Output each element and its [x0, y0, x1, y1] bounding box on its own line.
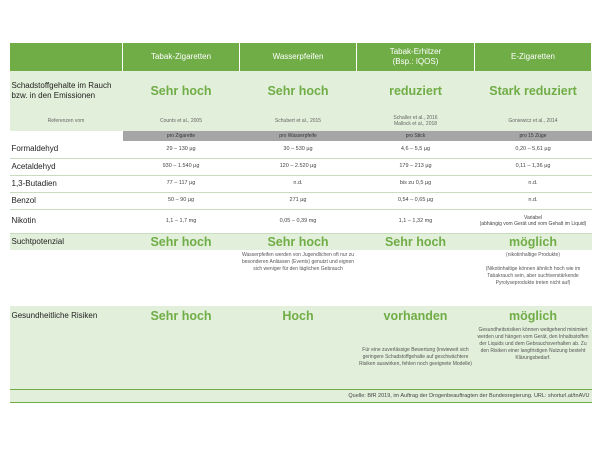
substance-value: 4,6 – 5,5 µg	[357, 141, 475, 158]
substance-label: 1,3-Butadien	[10, 175, 123, 192]
addiction-value: Sehr hoch	[240, 233, 357, 250]
substance-value: 30 – 530 µg	[240, 141, 357, 158]
risks-note	[123, 325, 240, 389]
substance-value: 77 – 117 µg	[123, 175, 240, 192]
source-ref: Schubert et al., 2015	[240, 111, 357, 131]
substance-value: 50 – 90 µg	[123, 192, 240, 209]
addiction-value: Sehr hoch	[357, 233, 475, 250]
risks-note: Gesundheitsrisiken können weitgehend minimiert werden und hängen vom Gerät, den Inhaltsstoffen der Liquids und dem Gebrauchsverhalten ab. Zu den Risiken einer langfristigen Nutzung besteht Klärungsbedarf.	[475, 325, 592, 389]
substance-value: 271 µg	[240, 192, 357, 209]
substance-value: 930 – 1.540 µg	[123, 158, 240, 175]
risks-note	[10, 325, 123, 389]
substance-value: 29 – 130 µg	[123, 141, 240, 158]
emissions-value: Sehr hoch	[123, 71, 240, 111]
substance-value: 1,1 – 1,32 mg	[357, 209, 475, 233]
source-ref: Schaller et al., 2016 Mallock et al., 2018	[357, 111, 475, 131]
substance-value: bis zu 0,5 µg	[357, 175, 475, 192]
substance-value: n.d.	[475, 192, 592, 209]
substance-value: 0,11 – 1,36 µg	[475, 158, 592, 175]
risks-value: möglich	[475, 306, 592, 325]
sources-label: Referenzen vom	[10, 111, 123, 131]
addiction-value: Sehr hoch	[123, 233, 240, 250]
emissions-value: reduziert	[357, 71, 475, 111]
addiction-note	[357, 250, 475, 306]
addiction-note	[123, 250, 240, 306]
unit-label: pro Stick	[357, 131, 475, 141]
risks-value: Hoch	[240, 306, 357, 325]
addiction-note: (nikotinhaltige Produkte) (Nikotinhaltige können ähnlich hoch wie im Tabakrauch sein, aber suchtverstärkende Pyrolyseprodukte treten nicht auf)	[475, 250, 592, 306]
substance-label: Formaldehyd	[10, 141, 123, 158]
addiction-note	[10, 250, 123, 306]
substance-value: 0,54 – 0,65 µg	[357, 192, 475, 209]
substance-value: n.d.	[475, 175, 592, 192]
risks-value: vorhanden	[357, 306, 475, 325]
header-e-cigarettes: E-Zigaretten	[475, 43, 592, 71]
substance-value: 0,05 – 0,39 mg	[240, 209, 357, 233]
addiction-label: Suchtpotenzial	[10, 233, 123, 250]
substance-value: 179 – 213 µg	[357, 158, 475, 175]
unit-label: pro Zigarette	[123, 131, 240, 141]
substance-value: Variabel (abhängig vom Gerät und vom Gehalt im Liquid)	[475, 209, 592, 233]
unit-label: pro 15 Züge	[475, 131, 592, 141]
unit-spacer	[10, 131, 123, 141]
emissions-value: Sehr hoch	[240, 71, 357, 111]
source-ref: Goniewicz et al., 2014	[475, 111, 592, 131]
substance-value: 0,20 – 5,61 µg	[475, 141, 592, 158]
substance-value: n.d.	[240, 175, 357, 192]
addiction-value: möglich	[475, 233, 592, 250]
footer-source: Quelle: BfR 2019, im Auftrag der Drogenbeauftragten der Bundesregierung. URL: shorturl.at/tnAVU	[10, 389, 592, 402]
risks-label: Gesundheitliche Risiken	[10, 306, 123, 325]
substance-label: Nikotin	[10, 209, 123, 233]
header-empty	[10, 43, 123, 71]
header-heated-tobacco: Tabak-Erhitzer (Bsp.: IQOS)	[357, 43, 475, 71]
substance-value: 120 – 2.520 µg	[240, 158, 357, 175]
addiction-note: Wasserpfeifen werden von Jugendlichen oft nur zu besonderen Anlässen (Events) genutzt und eignen sich weniger für den täglichen Gebrauch	[240, 250, 357, 306]
risks-note	[240, 325, 357, 389]
emissions-value: Stark reduziert	[475, 71, 592, 111]
unit-label: pro Wasserpfeife	[240, 131, 357, 141]
risks-value: Sehr hoch	[123, 306, 240, 325]
header-tobacco-cigarettes: Tabak-Zigaretten	[123, 43, 240, 71]
comparison-table	[9, 43, 591, 403]
header-waterpipes: Wasserpfeifen	[240, 43, 357, 71]
substance-label: Acetaldehyd	[10, 158, 123, 175]
substance-value: 1,1 – 1,7 mg	[123, 209, 240, 233]
source-ref: Counts et al., 2005	[123, 111, 240, 131]
substance-label: Benzol	[10, 192, 123, 209]
emissions-label: Schadstoffgehalte im Rauch bzw. in den Emissionen	[10, 71, 123, 111]
risks-note: Für eine zuverlässige Bewertung (inwieweit sich geringere Schadstoffgehalte auf geschwächtere Risiken auswirken, fehlen noch geeignete Modelle)	[357, 325, 475, 389]
